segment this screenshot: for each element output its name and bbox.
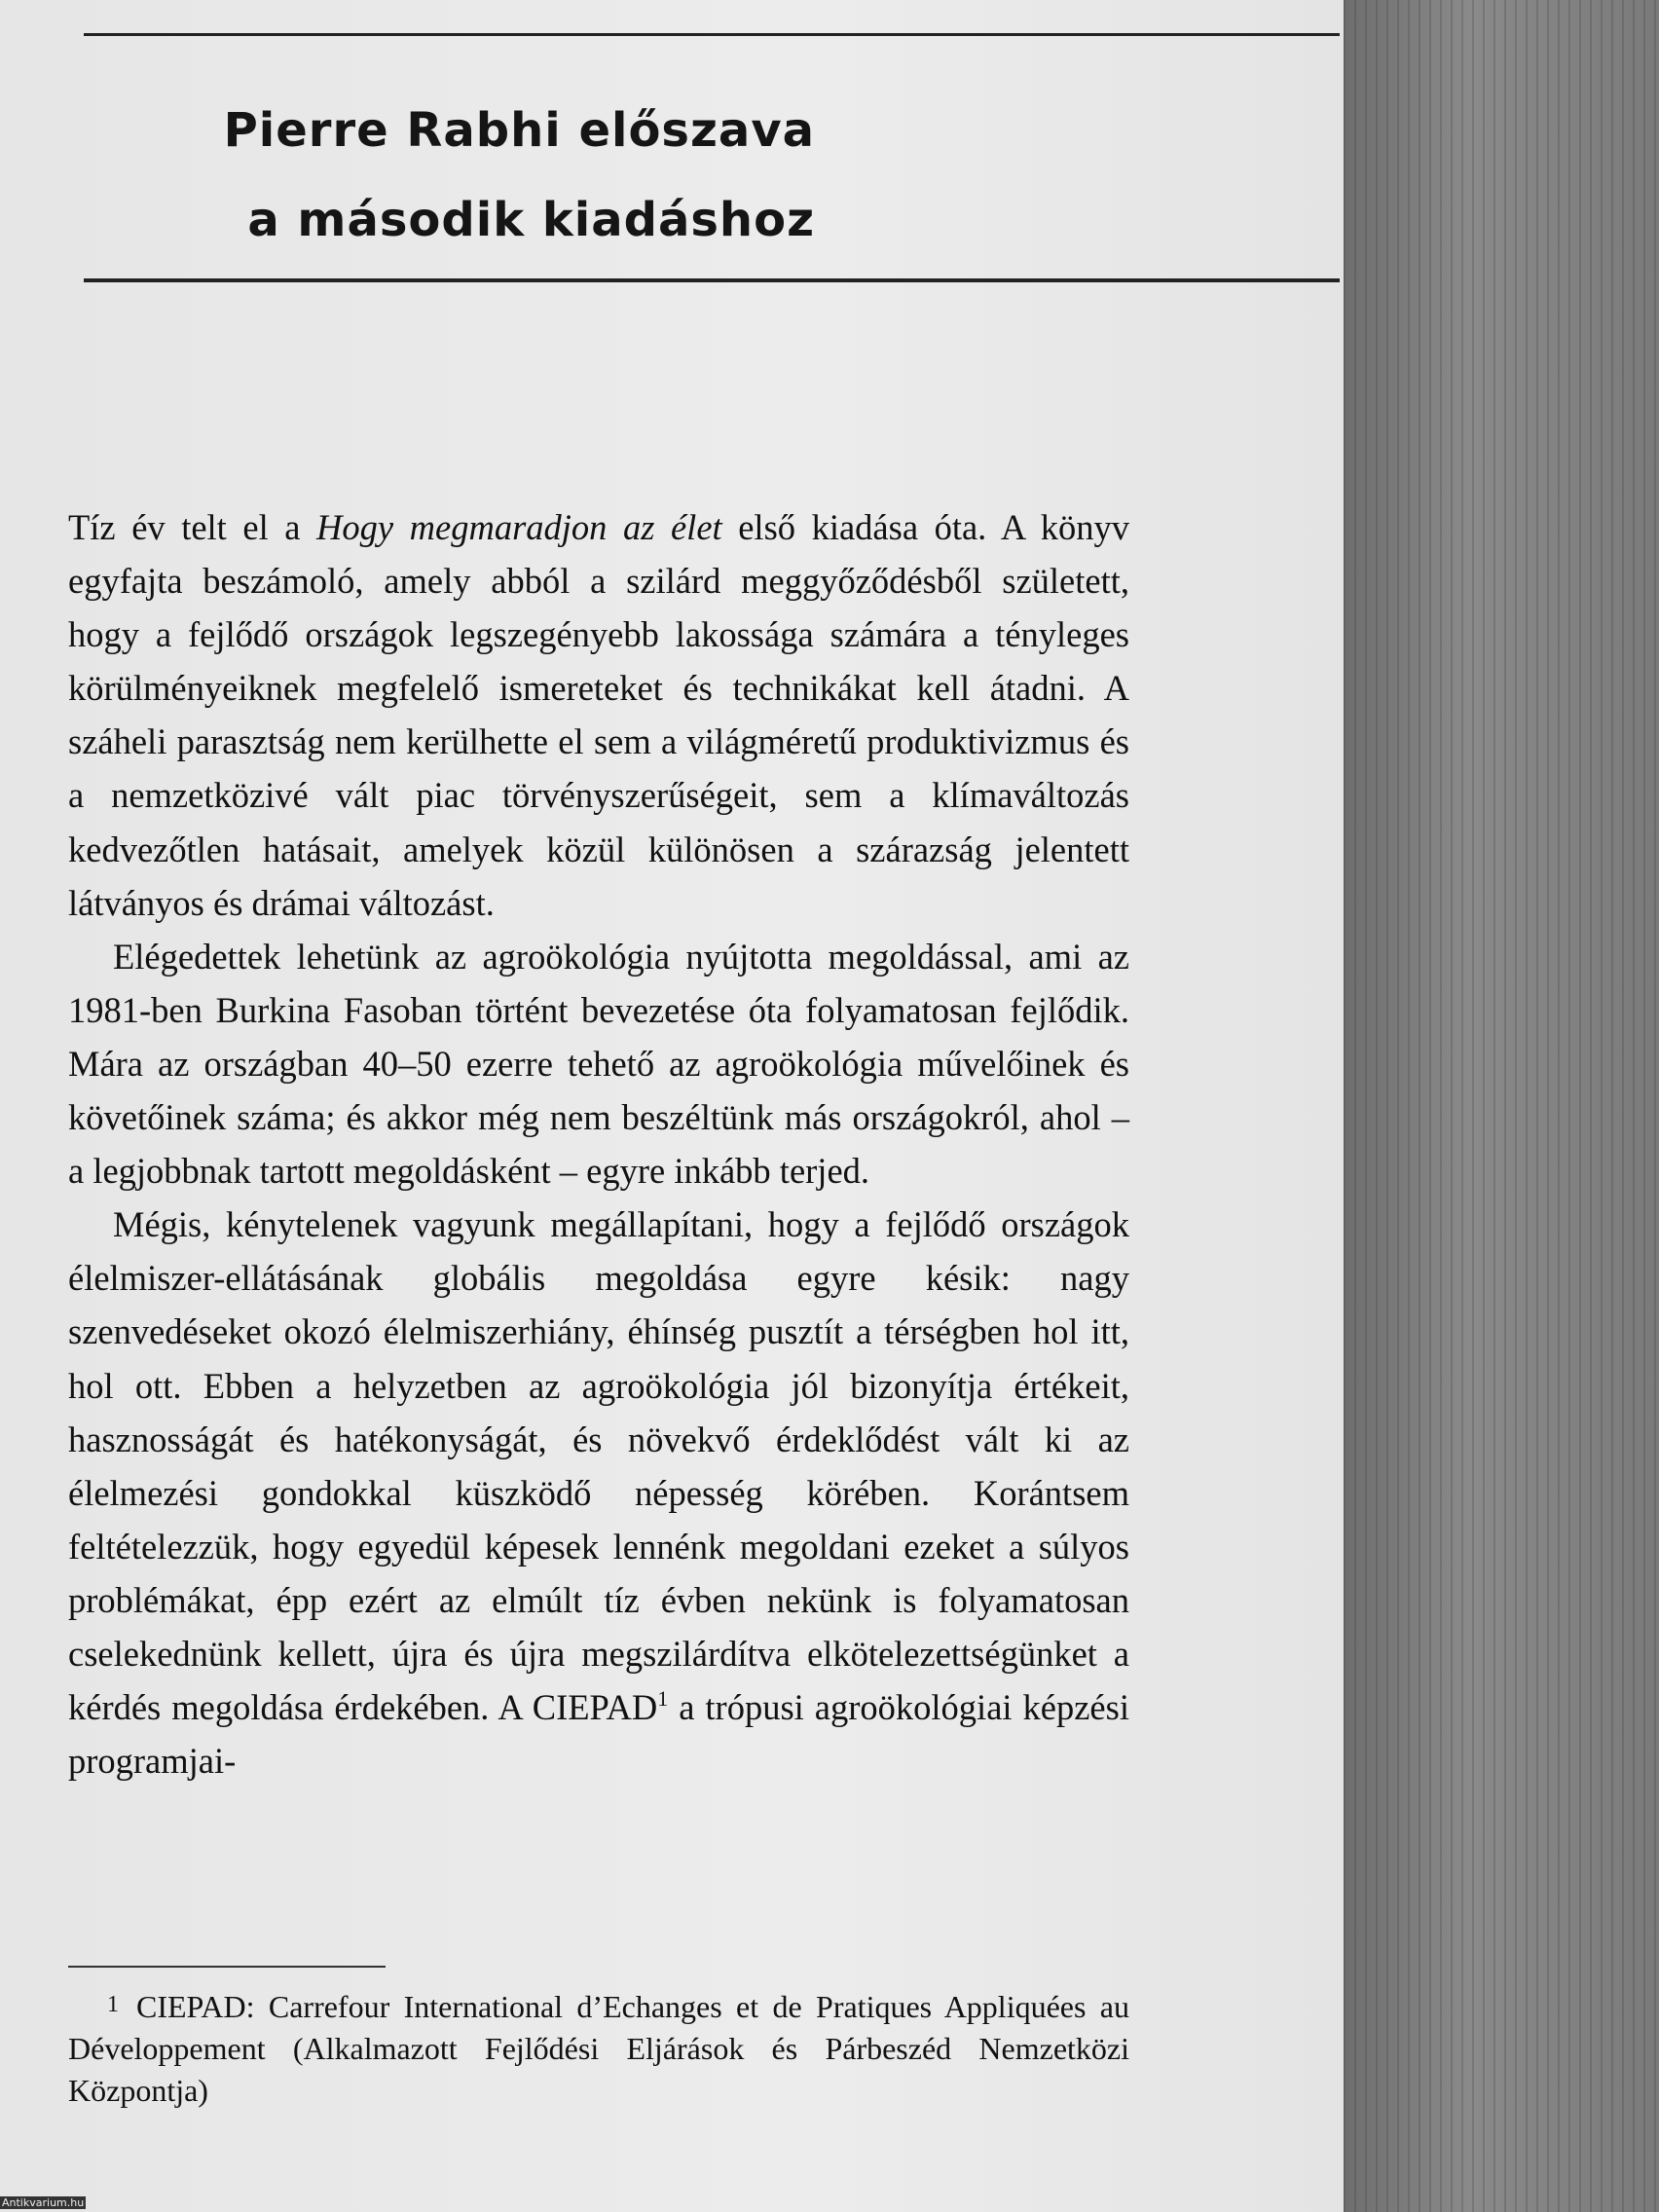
paragraph-3-rest: a trópusi agroökológiai képzési programjai- [68, 1687, 1129, 1782]
watermark: Antikvarium.hu [2, 2196, 85, 2209]
paragraph-3-start: Mégis, kénytelenek vagyunk megállapítani, hogy a fejlődő országok élelmiszer-ellátásának globális megoldása egyre késik: nagy szenvedéseket okozó élelmiszerhiány, éhínség pusztít a térségben hol itt, hol ott. Ebben a helyzetben az agroökológia jól bizonyítja értékeit, hasznosságát és hatékonyságát, és növekvő érdeklődést vált ki az élelmezési gondokkal küszködő népesség körében. Korántsem feltételezzük, hogy egyedül képesek lennénk megoldani ezeket a súlyos problémákat, épp ezért az elmúlt tíz évben nekünk is folyamatosan cselekednünk kellett, újra és újra megszilárdítva elkötelezettségünket a kérdés megoldása érdekében. A CIEPAD [68, 1204, 1129, 1728]
paragraph-2: Elégedettek lehetünk az agroökológia nyújtotta megoldással, ami az 1981-ben Burkina Fasoban történt bevezetése óta folyamatosan fejlődik. Mára az országban 40–50 ezerre tehető az agroökológia művelőinek és követőinek száma; és akkor még nem beszéltünk más országokról, ahol – a legjobbnak tartott megoldásként – egyre inkább terjed. [68, 936, 1129, 1192]
paragraph-3 [68, 1198, 1129, 1788]
chapter-heading [224, 86, 815, 265]
book-title: Hogy megmaradjon az élet [316, 507, 722, 547]
footnote-reference: 1 [657, 1686, 669, 1712]
top-rule [84, 33, 1340, 36]
footnote-mark: 1 [107, 1992, 119, 2017]
heading-line-2: a második kiadáshoz [247, 193, 815, 247]
heading-rule [84, 278, 1340, 282]
footnote-text: CIEPAD: Carrefour International d’Echanges et de Pratiques Appliquées au Développement (Alkalmazott Fejlődési Eljárások és Párbeszéd Nemzetközi Központja) [68, 1989, 1129, 2108]
body-text [68, 500, 1129, 1788]
footnote-rule [68, 1966, 386, 1968]
paragraph-1 [68, 500, 1129, 930]
page-edge-stack [1344, 0, 1659, 2212]
footnote [68, 1984, 1129, 2112]
heading-line-1: Pierre Rabhi előszava [223, 103, 815, 158]
paragraph-1-start: Tíz év telt el a [68, 507, 317, 547]
paragraph-1-rest: első kiadása óta. A könyv egyfajta beszámoló, amely abból a szilárd meggyőződésből született, hogy a fejlődő országok legszegényebb lakossága számára a tényleges körülményeiknek megfelelő ismereteket és technikákat kell átadni. A száheli parasztság nem kerülhette el sem a világméretű produktivizmus és a nemzetközivé vált piac törvényszerűségeit, sem a klímaváltozás kedvezőtlen hatásait, amelyek közül különösen a szárazság jelentett látványos és drámai változást. [68, 507, 1129, 923]
